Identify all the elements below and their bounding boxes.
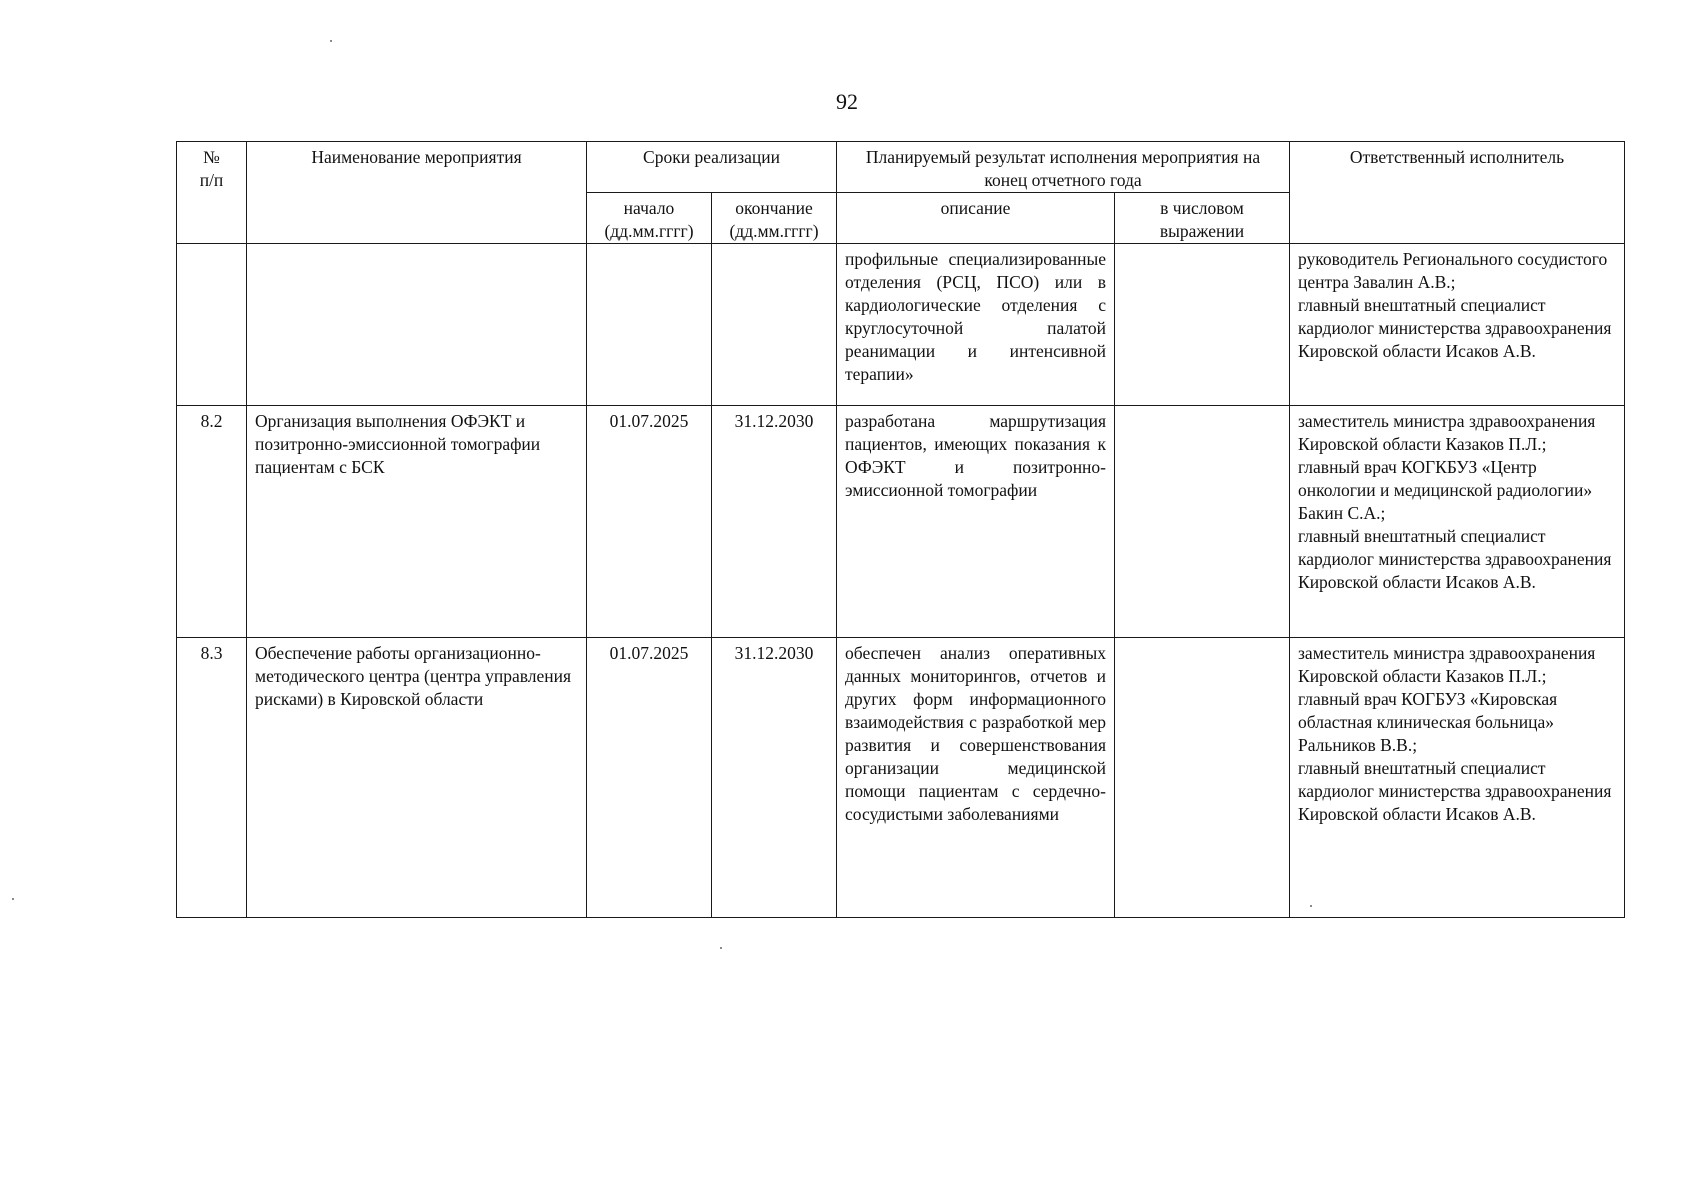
- table-header: [177, 142, 1625, 244]
- row-name: Организация выполнения ОФЭКТ и позитронно-эмиссионной томографии пациентам с БСК: [247, 406, 587, 638]
- row-num: 8.2: [177, 406, 247, 638]
- header-responsible: Ответственный исполнитель: [1290, 142, 1625, 244]
- row-name: [247, 244, 587, 406]
- header-description: описание: [837, 193, 1115, 244]
- header-name: Наименование мероприятия: [247, 142, 587, 244]
- row-numeric: [1115, 638, 1290, 918]
- row-end: [712, 244, 837, 406]
- row-start: 01.07.2025: [587, 406, 712, 638]
- header-numeric: в числовом выражении: [1115, 193, 1290, 244]
- row-num: [177, 244, 247, 406]
- scan-speck: [12, 898, 14, 900]
- row-responsible: заместитель министра здравоохранения Кировской области Казаков П.Л.; главный врач КОГКБУЗ «Центр онкологии и медицинской радиологии» Бакин С.А.; главный внештатный специалист кардиолог министерства здравоохранения Кировской области Исаков А.В.: [1290, 406, 1625, 638]
- header-end: окончание (дд.мм.гггг): [712, 193, 837, 244]
- row-description: профильные специализированные отделения (РСЦ, ПСО) или в кардиологические отделения с круглосуточной палатой реанимации и интенсивной терапии»: [837, 244, 1115, 406]
- row-start: 01.07.2025: [587, 638, 712, 918]
- row-description: обеспечен анализ оперативных данных мониторингов, отчетов и других форм информационного взаимодействия с разработкой мер развития и совершенствования организации медицинской помощи пациентам с сердечно-сосудистыми заболеваниями: [837, 638, 1115, 918]
- row-start: [587, 244, 712, 406]
- row-numeric: [1115, 406, 1290, 638]
- header-start: начало (дд.мм.гггг): [587, 193, 712, 244]
- header-result: Планируемый результат исполнения мероприятия на конец отчетного года: [837, 142, 1290, 193]
- scan-speck: [720, 947, 722, 949]
- scan-speck: [1310, 905, 1312, 907]
- measures-table: [176, 141, 1625, 918]
- row-responsible: руководитель Регионального сосудистого центра Завалин А.В.; главный внештатный специалист кардиолог министерства здравоохранения Кировской области Исаков А.В.: [1290, 244, 1625, 406]
- page-number: 92: [836, 89, 858, 114]
- header-terms: Сроки реализации: [587, 142, 837, 193]
- scan-speck: [330, 40, 332, 42]
- table-row: [177, 244, 1625, 406]
- header-num: № п/п: [177, 142, 247, 244]
- row-name: Обеспечение работы организационно-методического центра (центра управления рисками) в Кировской области: [247, 638, 587, 918]
- table-row: [177, 406, 1625, 638]
- row-end: 31.12.2030: [712, 406, 837, 638]
- row-end: 31.12.2030: [712, 638, 837, 918]
- row-numeric: [1115, 244, 1290, 406]
- row-num: 8.3: [177, 638, 247, 918]
- row-responsible: заместитель министра здравоохранения Кировской области Казаков П.Л.; главный врач КОГБУЗ «Кировская областная клиническая больница» Ральников В.В.; главный внештатный специалист кардиолог министерства здравоохранения Кировской области Исаков А.В.: [1290, 638, 1625, 918]
- row-description: разработана маршрутизация пациентов, имеющих показания к ОФЭКТ и позитронно-эмиссионной томографии: [837, 406, 1115, 638]
- table-row: [177, 638, 1625, 918]
